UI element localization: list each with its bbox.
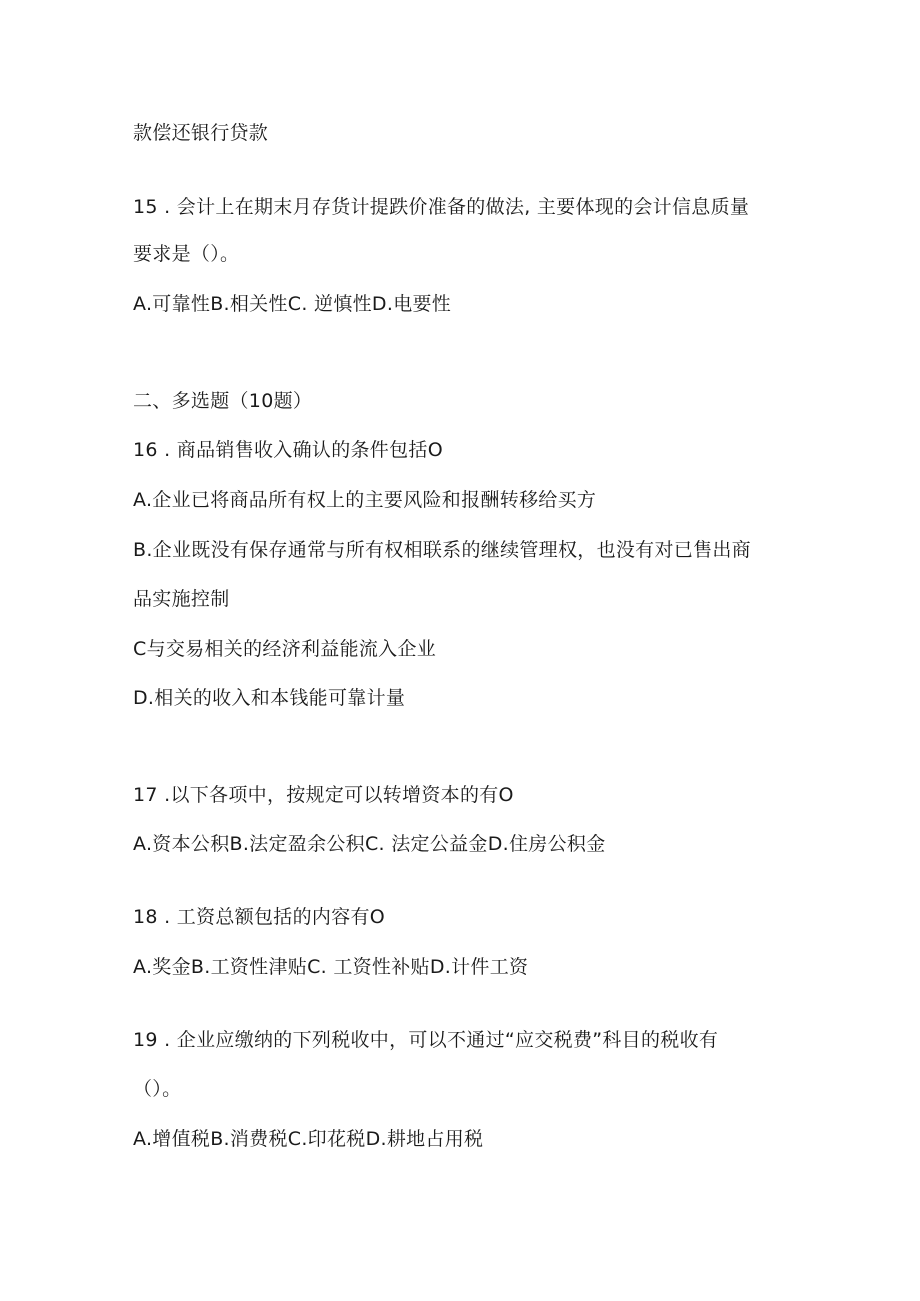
question-19-stem: 19 . 企业应缴纳的下列税收中，可以不通过“应交税费”科目的税收有 bbox=[133, 1029, 719, 1051]
question-16-option-b-cont: 品实施控制 bbox=[133, 588, 230, 610]
section-heading-multiple-choice: 二、多选题（10题） bbox=[133, 390, 313, 412]
question-18-options: A.奖金B.工资性津贴C. 工资性补贴D.计件工资 bbox=[133, 956, 529, 978]
question-15-stem: 15 . 会计上在期末月存货计提跌价准备的做法, 主要体现的会计信息质量 bbox=[133, 196, 750, 218]
question-19-options: A.增值税B.消费税C.印花税D.耕地占用税 bbox=[133, 1128, 484, 1150]
question-17-options: A.资本公积B.法定盈余公积C. 法定公益金D.住房公积金 bbox=[133, 833, 606, 855]
question-16-stem: 16 . 商品销售收入确认的条件包括O bbox=[133, 439, 443, 461]
question-15-stem-cont: 要求是（）。 bbox=[133, 243, 240, 265]
question-15-options: A.可靠性B.相关性C. 逆慎性D.电要性 bbox=[133, 293, 452, 315]
question-16-option-d: D.相关的收入和本钱能可靠计量 bbox=[133, 687, 406, 709]
text-line-continuation: 款偿还银行贷款 bbox=[133, 122, 269, 144]
question-16-option-b: B.企业既没有保存通常与所有权相联系的继续管理权，也没有对已售出商 bbox=[133, 539, 751, 561]
question-18-stem: 18 . 工资总额包括的内容有O bbox=[133, 906, 386, 928]
question-19-stem-cont: （）。 bbox=[133, 1078, 182, 1100]
question-16-option-c: C与交易相关的经济利益能流入企业 bbox=[133, 638, 437, 660]
question-17-stem: 17 .以下各项中，按规定可以转增资本的有O bbox=[133, 784, 514, 806]
question-16-option-a: A.企业已将商品所有权上的主要风险和报酬转移给买方 bbox=[133, 489, 597, 511]
